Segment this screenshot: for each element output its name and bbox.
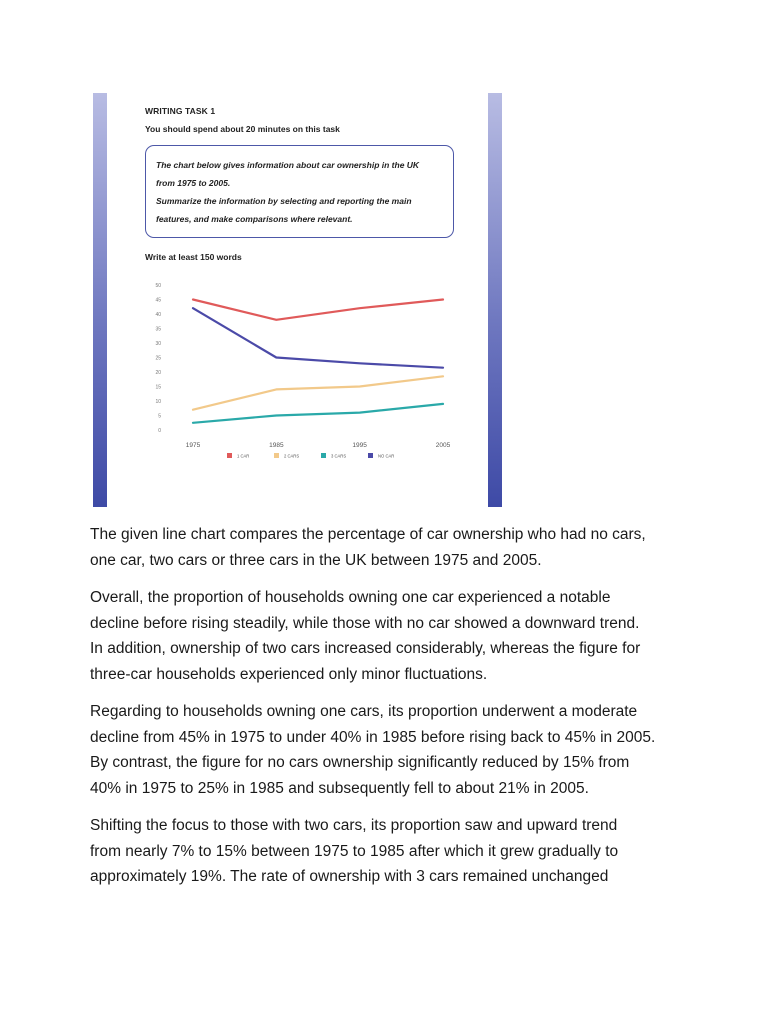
x-tick-label: 1995 [352, 442, 367, 449]
task-title: WRITING TASK 1 [145, 106, 216, 116]
y-tick-label: 35 [155, 326, 161, 333]
essay-line: 40% in 1975 to 25% in 1985 and subsequently fell to about 21% in 2005. [90, 779, 589, 797]
task-time-note: You should spend about 20 minutes on this task [145, 124, 340, 134]
legend-label: 3 CARS [331, 453, 347, 459]
y-tick-label: 0 [158, 428, 161, 434]
legend-label: 2 CARS [284, 453, 300, 459]
essay-line: The given line chart compares the percentage of car ownership who had no cars, [90, 526, 646, 543]
essay-paragraph [90, 522, 690, 573]
essay-line: approximately 19%. The rate of ownership with 3 cars remained unchanged [90, 868, 609, 885]
x-tick-label: 2005 [435, 442, 451, 449]
series-line-1-car [193, 300, 443, 320]
series-line-no-car [193, 308, 443, 368]
essay-line: By contrast, the figure for no cars ownership significantly reduced by 15% from [90, 754, 630, 771]
prompt-line: features, and make comparisons where relevant. [156, 214, 353, 224]
essay-line: Overall, the proportion of households owning one car experienced a notable [90, 589, 611, 606]
line-chart [93, 273, 502, 473]
essay-paragraph [90, 585, 690, 687]
essay-line: In addition, ownership of two cars increased considerably, whereas the figure for [90, 640, 641, 657]
essay-paragraph [90, 813, 690, 890]
y-tick-label: 25 [155, 355, 161, 362]
task-image [93, 93, 502, 507]
prompt-line: from 1975 to 2005. [156, 178, 231, 188]
legend-swatch [321, 453, 326, 458]
essay-line: one car, two cars or three cars in the UK between 1975 and 2005. [90, 551, 542, 569]
legend-label: NO CAR [378, 453, 395, 459]
y-tick-label: 45 [155, 297, 161, 304]
essay-line: decline before rising steadily, while those with no car showed a downward trend. [90, 614, 640, 632]
y-tick-label: 5 [158, 413, 161, 420]
legend-swatch [368, 453, 373, 458]
series-line-3-cars [193, 404, 443, 423]
x-tick-label: 1975 [185, 442, 201, 449]
series-line-2-cars [193, 376, 443, 409]
prompt-line: Summarize the information by selecting and reporting the main [156, 196, 412, 206]
task-prompt-box [145, 145, 454, 238]
x-tick-label: 1985 [269, 442, 284, 449]
legend-swatch [274, 453, 279, 458]
y-tick-label: 20 [155, 370, 161, 376]
essay-line: three-car households experienced only minor fluctuations. [90, 665, 488, 683]
legend-swatch [227, 453, 232, 458]
essay-paragraph [90, 699, 690, 801]
essay-line: Shifting the focus to those with two cars, its proportion saw and upward trend [90, 817, 618, 834]
essay-line: decline from 45% in 1975 to under 40% in 1985 before rising back to 45% in 2005. [90, 728, 656, 746]
legend-label: 1 CAR [237, 453, 250, 459]
essay-line: Regarding to households owning one cars, its proportion underwent a moderate [90, 703, 638, 720]
y-tick-label: 50 [155, 283, 161, 289]
essay [90, 522, 690, 902]
y-tick-label: 10 [155, 399, 161, 405]
y-tick-label: 40 [155, 312, 161, 318]
y-tick-label: 30 [155, 341, 161, 347]
y-tick-label: 15 [155, 384, 161, 391]
task-word-note: Write at least 150 words [145, 252, 242, 262]
essay-line: from nearly 7% to 15% between 1975 to 1985 after which it grew gradually to [90, 842, 619, 860]
prompt-line: The chart below gives information about car ownership in the UK [156, 160, 420, 170]
